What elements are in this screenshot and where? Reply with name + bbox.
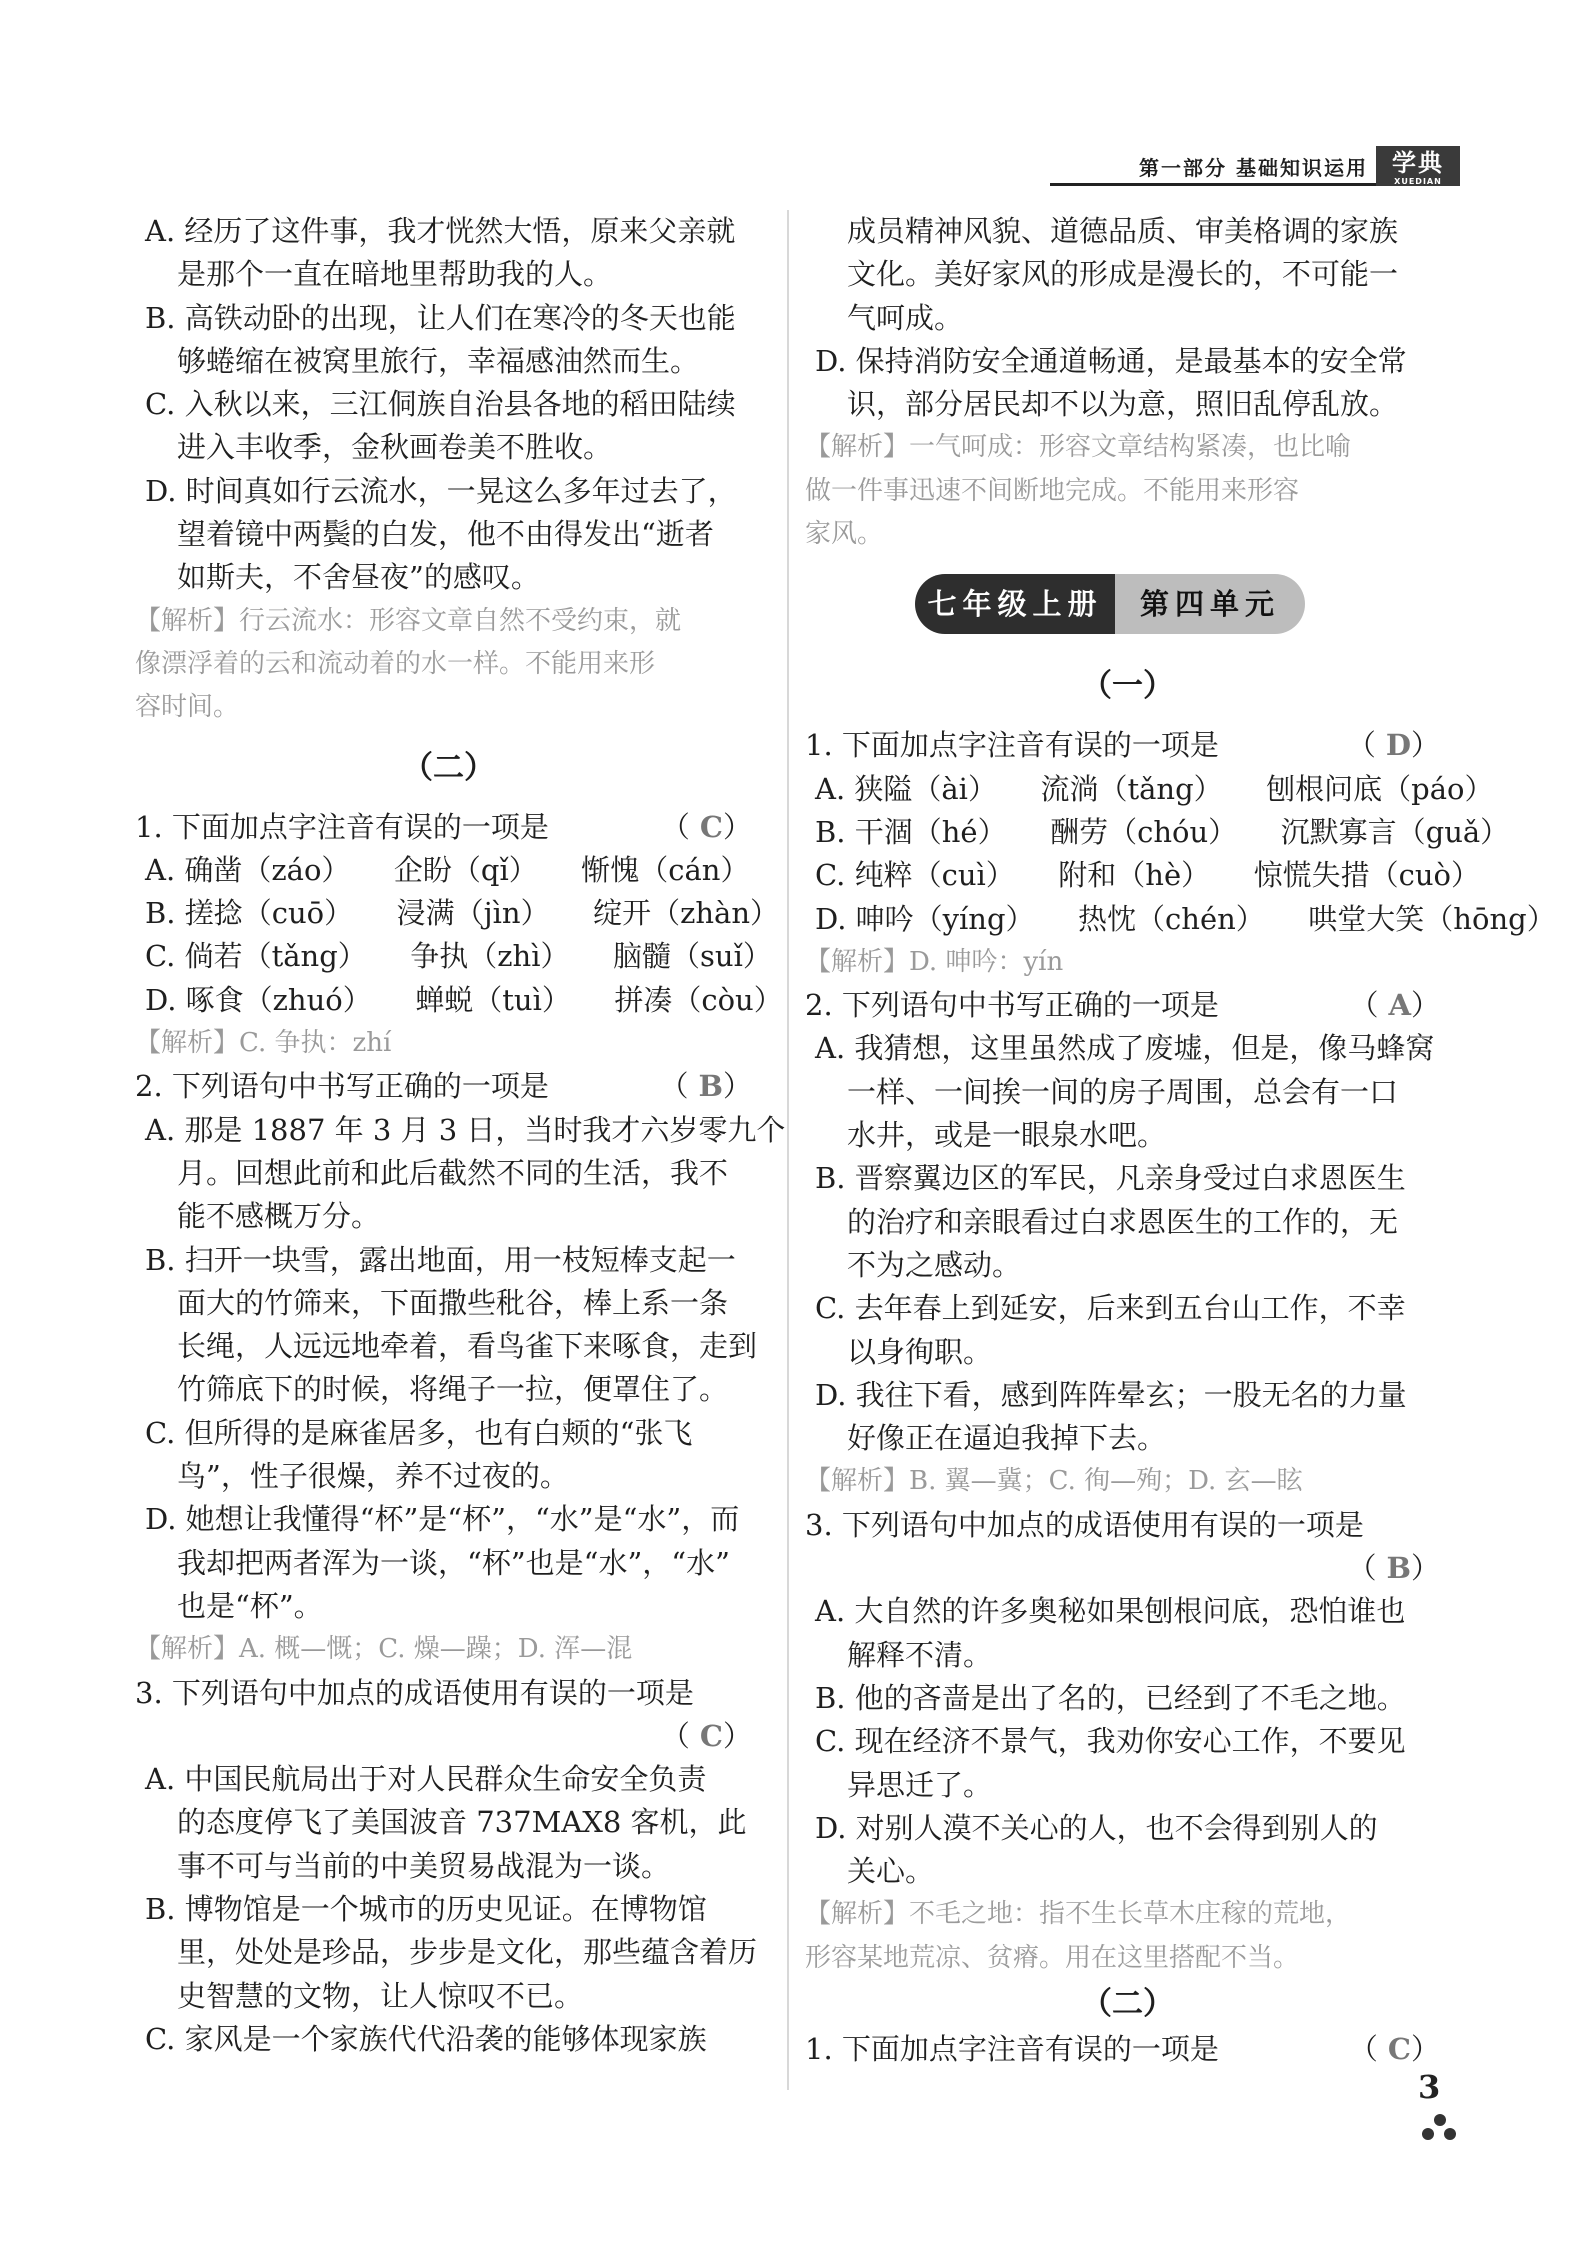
text-line: 好像正在逼迫我掉下去。 (847, 1421, 1167, 1456)
option-line: A. 狭隘（ài） 流淌（tǎng） 刨根问底（páo） (815, 771, 1494, 806)
section-subtitle: （二） (402, 749, 495, 786)
text-line: 也是“杯”。 (177, 1588, 323, 1623)
answer-bracket: （B） (1347, 1551, 1450, 1586)
text-line: 文化。美好家风的形成是漫长的，不可能一 (847, 257, 1399, 292)
grade-label: 七年级上册 (915, 574, 1115, 634)
left-column (135, 210, 786, 2061)
right-column (805, 210, 1556, 2071)
explanation-line: 像漂浮着的云和流动着的水一样。不能用来形 (135, 648, 656, 679)
option-line: B. 他的吝啬是出了名的，已经到了不毛之地。 (815, 1680, 1406, 1715)
option-line: B. 搓捻（cuō） 浸满（jìn） 绽开（zhàn） (145, 896, 779, 931)
text-line: 月。回想此前和此后截然不同的生活，我不 (177, 1155, 729, 1190)
explanation-line: 容时间。 (135, 692, 240, 723)
question-text: 1. 下面加点字注音有误的一项是 (135, 809, 549, 844)
brand-logo: 学典 XUEDIAN (1376, 146, 1460, 186)
option-line: A. 确凿（záo） 企盼（qǐ） 惭愧（cán） (145, 852, 750, 887)
question (135, 806, 762, 849)
option-line: C. 家风是一个家族代代沿袭的能够体现家族 (145, 2021, 707, 2056)
explanation-line: 【解析】D. 呻吟：yín (805, 946, 1064, 977)
text-line: 能不感概万分。 (177, 1199, 381, 1234)
option-line: D. 我往下看，感到阵阵晕玄；一股无名的力量 (815, 1377, 1407, 1412)
text-line: 以身徇职。 (847, 1334, 993, 1369)
text-line: 水井，或是一眼泉水吧。 (847, 1118, 1167, 1153)
text-line: 气呵成。 (847, 300, 964, 335)
question-text: 2. 下列语句中书写正确的一项是 (805, 988, 1219, 1023)
text-line: 是那个一直在暗地里帮助我的人。 (177, 257, 613, 292)
option-line: C. 倘若（tǎng） 争执（zhì） 脑髓（suǐ） (145, 939, 772, 974)
option-line: C. 入秋以来，三江侗族自治县各地的稻田陆续 (145, 387, 736, 422)
text-line: 识，部分居民却不以为意，照旧乱停乱放。 (847, 387, 1399, 422)
question: 3. 下列语句中加点的成语使用有误的一项是 (135, 1675, 694, 1710)
text-line: 够蜷缩在被窝里旅行，幸福感油然而生。 (177, 343, 700, 378)
option-line: C. 但所得的是麻雀居多，也有白颊的“张飞 (145, 1415, 693, 1450)
question (805, 984, 1450, 1027)
option-line: B. 晋察翼边区的军民，凡亲身受过白求恩医生 (815, 1161, 1406, 1196)
option-line: D. 呻吟（yíng） 热忱（chén） 哄堂大笑（hōng） (815, 901, 1556, 936)
option-line: A. 中国民航局出于对人民群众生命安全负责 (145, 1762, 707, 1797)
option-line: C. 去年春上到延安，后来到五台山工作，不幸 (815, 1291, 1406, 1326)
option-line: B. 扫开一块雪，露出地面，用一枝短棒支起一 (145, 1242, 736, 1277)
explanation-line: 【解析】不毛之地：指不生长草木庄稼的荒地， (805, 1899, 1352, 1930)
header-rule (1050, 183, 1376, 186)
text-line: 进入丰收季，金秋画卷美不胜收。 (177, 430, 613, 465)
text-line: 面大的竹筛来，下面撒些秕谷，棒上系一条 (177, 1285, 729, 1320)
page-number: 3 (1418, 2068, 1441, 2106)
question (135, 1065, 762, 1108)
option-line: C. 现在经济不景气，我劝你安心工作，不要见 (815, 1724, 1406, 1759)
option-line: D. 时间真如行云流水，一晃这么多年过去了， (145, 473, 737, 508)
question (805, 2028, 1450, 2071)
option-line: B. 干涸（hé） 酬劳（chóu） 沉默寡言（guǎ） (815, 814, 1510, 849)
question-text: 2. 下列语句中书写正确的一项是 (135, 1069, 549, 1104)
option-line: B. 博物馆是一个城市的历史见证。在博物馆 (145, 1891, 707, 1926)
text-line: 成员精神风貌、道德品质、审美格调的家族 (847, 214, 1399, 248)
page-decoration (1418, 2100, 1462, 2144)
question-text: 1. 下面加点字注音有误的一项是 (805, 2031, 1219, 2066)
text-line: 鸟”，性子很燥，养不过夜的。 (177, 1459, 569, 1494)
column-divider (787, 210, 789, 2090)
text-line: 史智慧的文物，让人惊叹不已。 (177, 1978, 584, 2013)
option-line: D. 啄食（zhuó） 蝉蜕（tuì） 拼凑（còu） (145, 982, 783, 1017)
option-line: C. 纯粹（cuì） 附和（hè） 惊慌失措（cuò） (815, 858, 1481, 893)
explanation-line: 【解析】B. 翼—冀；C. 徇—殉；D. 玄—眩 (805, 1466, 1303, 1497)
text-line: 望着镜中两鬓的白发，他不由得发出“逝者 (177, 517, 714, 552)
answer-bracket: （C） (660, 809, 762, 844)
explanation-line: 做一件事迅速不间断地完成。不能用来形容 (805, 475, 1300, 506)
option-line: A. 经历了这件事，我才恍然大悟，原来父亲就 (145, 214, 736, 248)
explanation-line: 形容某地荒凉、贫瘠。用在这里搭配不当。 (805, 1942, 1300, 1973)
unit-banner (805, 556, 1450, 648)
explanation-line: 【解析】行云流水：形容文章自然不受约束，就 (135, 605, 682, 636)
explanation-line: 家风。 (805, 519, 884, 550)
section-subtitle: （一） (1081, 668, 1174, 705)
question (805, 724, 1450, 767)
answer-bracket: （B） (659, 1069, 762, 1104)
explanation-line: 【解析】C. 争执：zhí (135, 1028, 392, 1059)
explanation-line: 【解析】A. 概—慨；C. 燥—躁；D. 浑—混 (135, 1634, 633, 1665)
answer-bracket: （A） (1349, 988, 1450, 1023)
text-line: 事不可与当前的中美贸易战混为一谈。 (177, 1848, 671, 1883)
unit-label: 第四单元 (1115, 574, 1305, 634)
section-title: 第一部分 基础知识运用 (1139, 156, 1368, 180)
option-line: B. 高铁动卧的出现，让人们在寒冷的冬天也能 (145, 300, 736, 335)
option-line: A. 我猜想，这里虽然成了废墟，但是，像马蜂窝 (815, 1031, 1435, 1066)
text-line: 的治疗和亲眼看过白求恩医生的工作的，无 (847, 1204, 1399, 1239)
answer-bracket: （D） (1346, 728, 1450, 763)
text-line: 里，处处是珍品，步步是文化，那些蕴含着历 (177, 1935, 758, 1970)
text-line: 异思迁了。 (847, 1767, 993, 1802)
explanation-line: 【解析】一气呵成：形容文章结构紧凑，也比喻 (805, 432, 1352, 463)
text-line: 长绳，人远远地牵着，看鸟雀下来啄食，走到 (177, 1329, 758, 1364)
option-line: D. 她想让我懂得“杯”是“杯”，“水”是“水”，而 (145, 1502, 740, 1537)
option-line: D. 保持消防安全通道畅通，是最基本的安全常 (815, 343, 1407, 378)
text-line: 一样、一间挨一间的房子周围，总会有一口 (847, 1074, 1399, 1109)
question: 3. 下列语句中加点的成语使用有误的一项是 (805, 1507, 1364, 1542)
text-line: 竹筛底下的时候，将绳子一拉，便罩住了。 (177, 1372, 729, 1407)
text-line: 的态度停飞了美国波音 737MAX8 客机，此 (177, 1805, 747, 1840)
answer-bracket: （C） (660, 1718, 762, 1753)
text-line: 不为之感动。 (847, 1247, 1022, 1282)
text-line: 解释不清。 (847, 1637, 993, 1672)
section-subtitle: （二） (1081, 1985, 1174, 2022)
answer-bracket: （C） (1348, 2031, 1450, 2066)
option-line: D. 对别人漠不关心的人，也不会得到别人的 (815, 1810, 1378, 1845)
option-line: A. 那是 1887 年 3 月 3 日，当时我才六岁零九个 (145, 1112, 786, 1147)
text-line: 我却把两者浑为一谈，“杯”也是“水”，“水” (177, 1545, 730, 1580)
text-line: 关心。 (847, 1854, 935, 1889)
text-line: 如斯夫，不舍昼夜”的感叹。 (177, 560, 540, 595)
option-line: A. 大自然的许多奥秘如果刨根问底，恐怕谁也 (815, 1594, 1406, 1629)
question-text: 1. 下面加点字注音有误的一项是 (805, 728, 1219, 763)
page-header (1050, 150, 1460, 186)
